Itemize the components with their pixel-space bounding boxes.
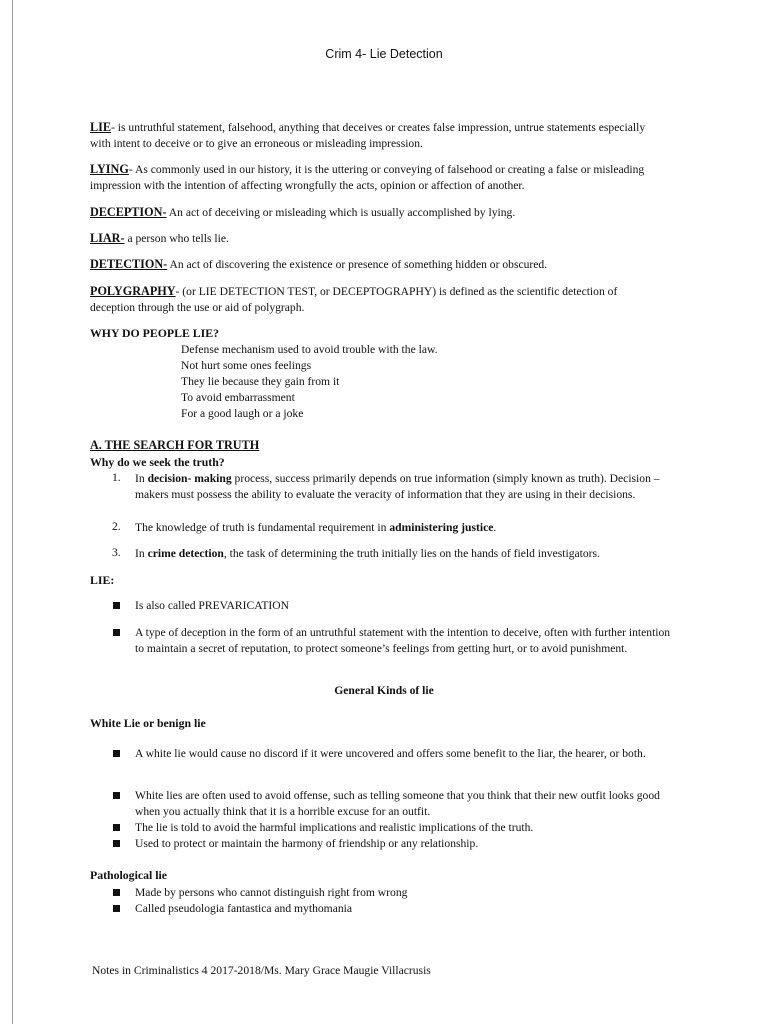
definition-text: - (or LIE DETECTION TEST, or DECEPTOGRAPHY) is defined as the scientific detection of deception through the use or aid of polygraph. [90, 285, 618, 314]
lie-heading: LIE: [90, 573, 115, 587]
definition-lie [90, 120, 650, 151]
reason-item: Defense mechanism used to avoid trouble with the law. [181, 343, 438, 356]
search-item-1 [135, 471, 665, 502]
bullet-square-icon [113, 824, 120, 831]
lie-bullet: Is also called PREVARICATION [135, 599, 290, 612]
page-edge [12, 0, 13, 1024]
search-subheading: Why do we seek the truth? [90, 455, 225, 469]
bullet-square-icon [113, 889, 120, 896]
bullet-square-icon [113, 629, 120, 636]
white-lie-bullet: Used to protect or maintain the harmony of friendship or any relationship. [135, 837, 479, 850]
item-text: In [135, 472, 148, 485]
kinds-heading: General Kinds of lie [334, 684, 434, 697]
pathological-bullet: Made by persons who cannot distinguish right from wrong [135, 886, 408, 899]
term-liar: LIAR- [90, 231, 125, 245]
term-deception: DECEPTION- [90, 205, 167, 219]
list-number: 1. [112, 471, 121, 484]
term-lie: LIE [90, 120, 112, 134]
lie-bullet: A type of deception in the form of an untruthful statement with the intention to deceive, often with further intention to maintain a secret of reputation, to protect someone’s feelings from getting hurt, or to avoid punishment. [135, 626, 671, 655]
bullet-square-icon [113, 750, 120, 757]
bullet-square-icon [113, 840, 120, 847]
bullet-square-icon [113, 602, 120, 609]
pathological-heading: Pathological lie [90, 868, 167, 882]
white-lie-bullet: White lies are often used to avoid offense, such as telling someone that you think that their new outfit looks good when you actually think that it is a horrible excuse for an outfit. [135, 789, 660, 818]
item-text: process, success primarily depends on true information (simply known as truth). Decision – makers must possess the ability to evaluate the veracity of information that they are using in their decisions. [135, 472, 660, 501]
list-number: 3. [112, 546, 121, 559]
item-text: In [135, 547, 148, 560]
item-text: , the task of determining the truth initially lies on the hands of field investigators. [223, 547, 600, 560]
bullet-square-icon [113, 905, 120, 912]
definition-text: - is untruthful statement, falsehood, anything that deceives or creates false impression, untrue statements especially with intent to deceive or to give an erroneous or misleading impression. [90, 121, 646, 150]
definition-polygraphy [90, 284, 650, 315]
search-heading: A. THE SEARCH FOR TRUTH [90, 438, 260, 452]
term-detection: DETECTION- [90, 257, 168, 271]
page-footer: Notes in Criminalistics 4 2017-2018/Ms. Mary Grace Maugie Villacrusis [92, 964, 431, 977]
bullet-square-icon [113, 792, 120, 799]
white-lie-bullet: The lie is told to avoid the harmful implications and realistic implications of the truth. [135, 821, 534, 834]
why-lie-heading: WHY DO PEOPLE LIE? [90, 326, 220, 340]
definition-text: a person who tells lie. [124, 232, 229, 245]
white-lie-bullet: A white lie would cause no discord if it were uncovered and offers some benefit to the liar, the hearer, or both. [135, 747, 646, 760]
definition-text: An act of discovering the existence or presence of something hidden or obscured. [167, 258, 548, 271]
item-text: . [493, 521, 497, 534]
definition-detection [90, 257, 650, 273]
pathological-bullet: Called pseudologia fantastica and mythomania [135, 902, 352, 915]
list-number: 2. [112, 520, 121, 533]
reason-item: They lie because they gain from it [181, 375, 340, 388]
definition-text: - As commonly used in our history, it is the uttering or conveying of falsehood or creating a false or misleading impression with the intention of affecting wrongfully the acts, opinion or affection of another. [90, 163, 645, 192]
term-polygraphy: POLYGRAPHY [90, 284, 176, 298]
definition-lying [90, 162, 650, 193]
reason-item: For a good laugh or a joke [181, 407, 304, 420]
search-item-3 [135, 546, 665, 562]
document-title: Crim 4- Lie Detection [325, 47, 443, 61]
white-lie-heading: White Lie or benign lie [90, 716, 206, 730]
definition-deception [90, 205, 650, 221]
definition-text: An act of deceiving or misleading which is usually accomplished by lying. [166, 206, 516, 219]
definition-liar [90, 231, 650, 247]
search-item-2 [135, 520, 665, 536]
reason-item: Not hurt some ones feelings [181, 359, 312, 372]
item-text: The knowledge of truth is fundamental requirement in [135, 521, 390, 534]
reason-item: To avoid embarrassment [181, 391, 295, 404]
term-lying: LYING [90, 162, 129, 176]
item-bold: administering justice [389, 521, 494, 534]
item-bold: decision- making [147, 472, 232, 485]
item-bold: crime detection [147, 547, 224, 560]
